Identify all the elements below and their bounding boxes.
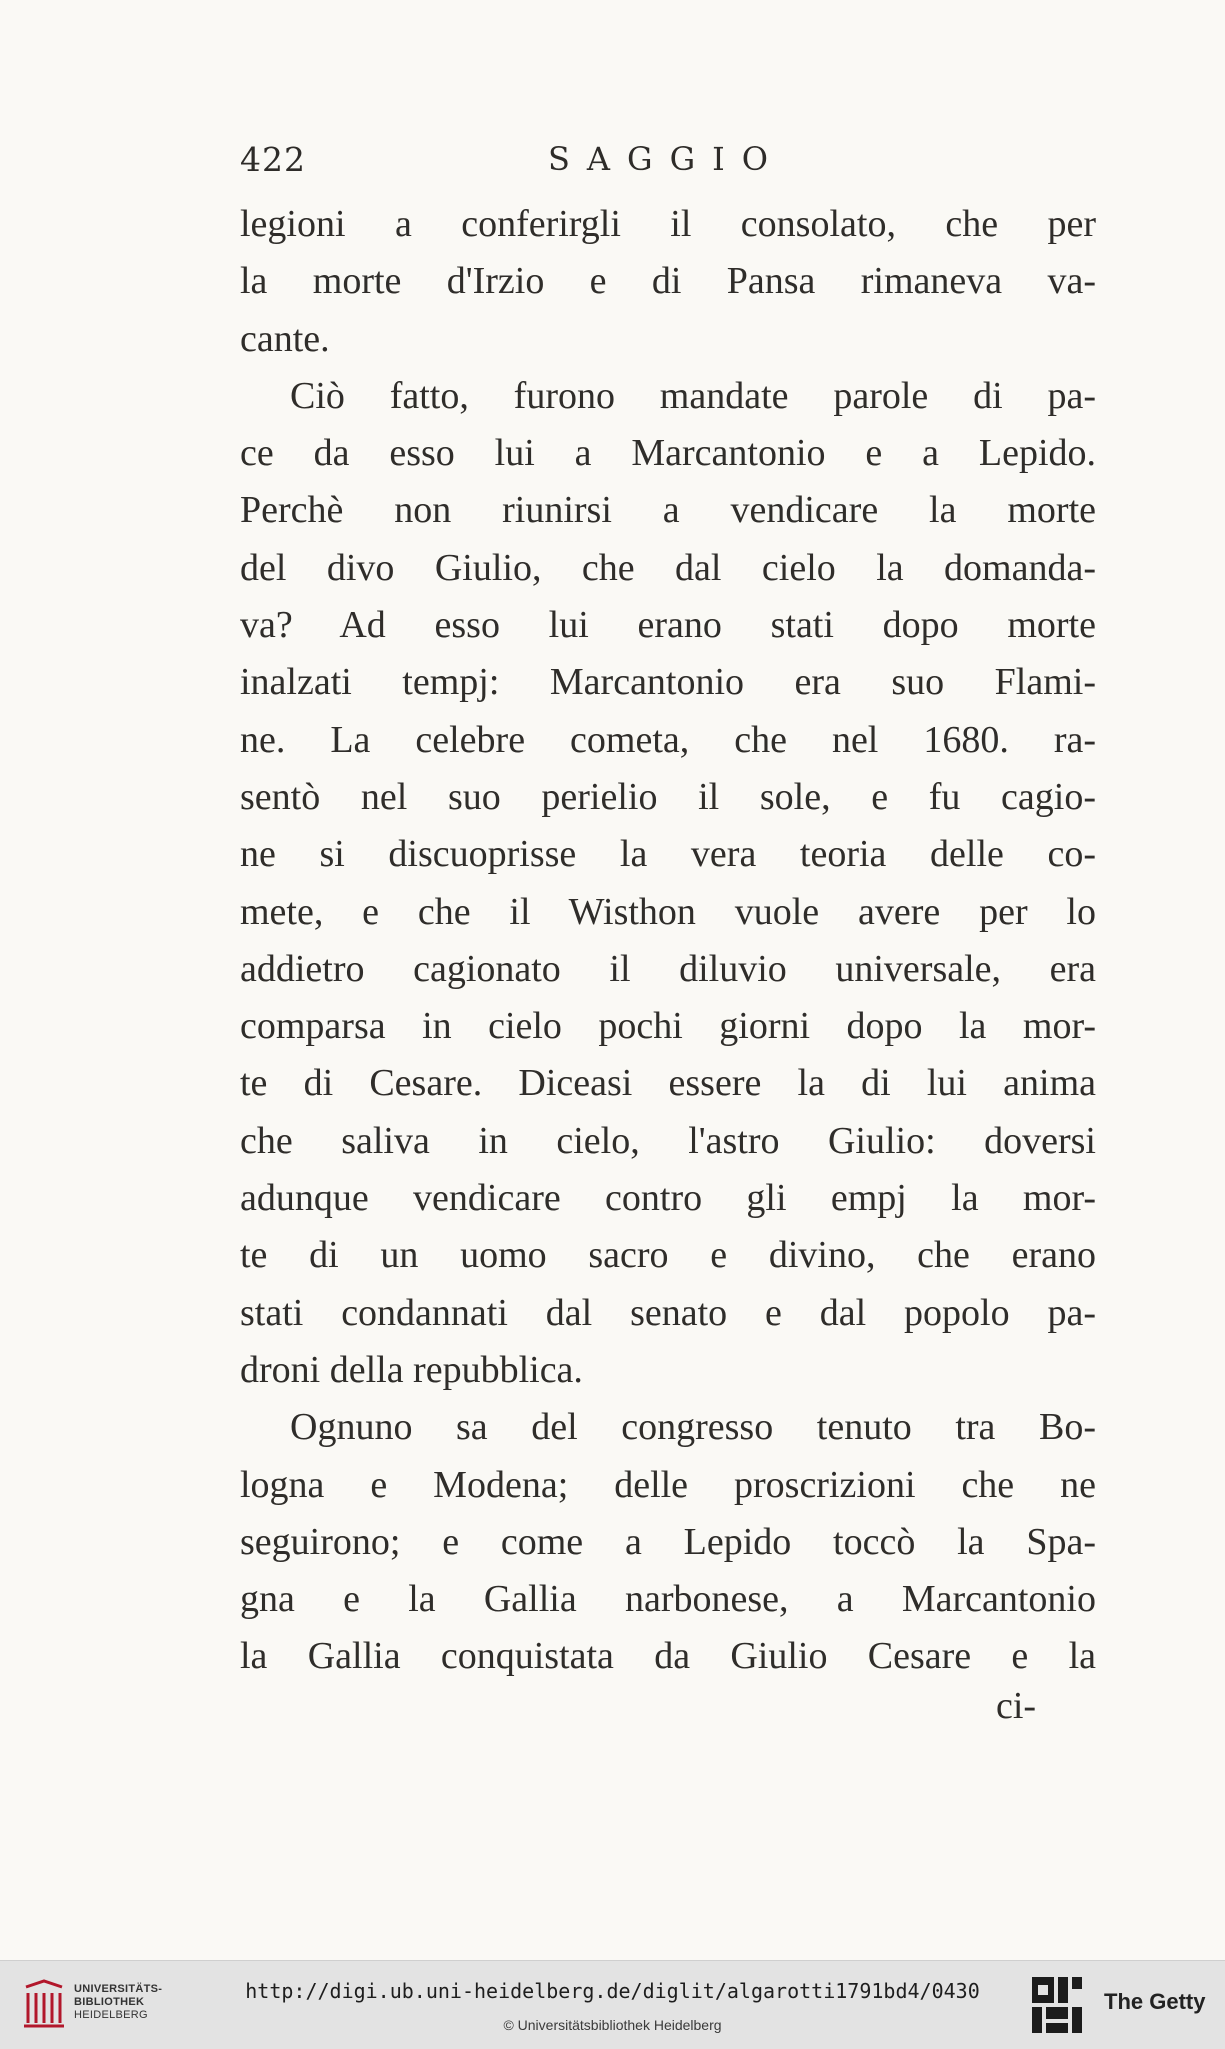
text-line: adunque vendicare contro gli empj la mor- (240, 1177, 1096, 1220)
text-line: cante. (240, 317, 330, 360)
text-line: gna e la Gallia narbonese, a Marcantonio (240, 1578, 1096, 1621)
permalink-url[interactable]: http://digi.ub.uni-heidelberg.de/diglit/algarotti1791bd4/0430 (245, 1979, 980, 2003)
page-header (240, 140, 1100, 190)
text-line: Perchè non riunirsi a vendicare la morte (240, 489, 1096, 532)
text-line: comparsa in cielo pochi giorni dopo la mor- (240, 1005, 1096, 1048)
text-line: legioni a conferirgli il consolato, che per (240, 203, 1096, 245)
text-line: seguirono; e come a Lepido toccò la Spa- (240, 1520, 1096, 1563)
text-line: che saliva in cielo, l'astro Giulio: doversi (240, 1119, 1096, 1162)
getty-logo-icon[interactable] (1030, 1975, 1084, 2037)
text-line: ce da esso lui a Marcantonio e a Lepido. (240, 432, 1096, 475)
page-number: 422 (240, 140, 306, 179)
library-name-line: UNIVERSITÄTS- (74, 1983, 163, 1995)
text-line: ne. La celebre cometa, che nel 1680. ra- (240, 718, 1096, 761)
running-head: SAGGIO (548, 140, 786, 178)
body-text (240, 196, 1096, 1686)
getty-label: The Getty (1104, 1989, 1206, 2014)
text-line: Ciò fatto, furono mandate parole di pa- (290, 374, 1096, 417)
text-line: mete, e che il Wisthon vuole avere per lo (240, 890, 1096, 933)
text-line: la morte d'Irzio e di Pansa rimaneva va- (240, 260, 1096, 303)
text-line: droni della repubblica. (240, 1348, 583, 1391)
text-line: te di Cesare. Diceasi essere la di lui anima (240, 1062, 1096, 1105)
copyright-notice: © Universitätsbibliothek Heidelberg (503, 2017, 722, 2033)
text-line: inalzati tempj: Marcantonio era suo Flami- (240, 661, 1096, 704)
text-line: la Gallia conquistata da Giulio Cesare e la (240, 1635, 1096, 1678)
catchword: ci- (996, 1685, 1037, 1727)
text-line: logna e Modena; delle proscrizioni che ne (240, 1463, 1096, 1506)
text-line: te di un uomo sacro e divino, che erano (240, 1234, 1096, 1277)
text-line: Ognuno sa del congresso tenuto tra Bo- (290, 1406, 1096, 1449)
text-line: sentò nel suo perielio il sole, e fu cagio- (240, 775, 1096, 818)
library-name-line: HEIDELBERG (74, 2009, 148, 2021)
viewer-footer (0, 1960, 1225, 2049)
text-line: addietro cagionato il diluvio universale, era (240, 947, 1096, 990)
library-name-line: BIBLIOTHEK (74, 1996, 145, 2008)
text-line: va? Ad esso lui erano stati dopo morte (240, 604, 1096, 647)
text-line: del divo Giulio, che dal cielo la domanda- (240, 546, 1096, 589)
text-line: stati condannati dal senato e dal popolo pa- (240, 1291, 1096, 1334)
text-line: ne si discuoprisse la vera teoria delle co- (240, 833, 1096, 876)
